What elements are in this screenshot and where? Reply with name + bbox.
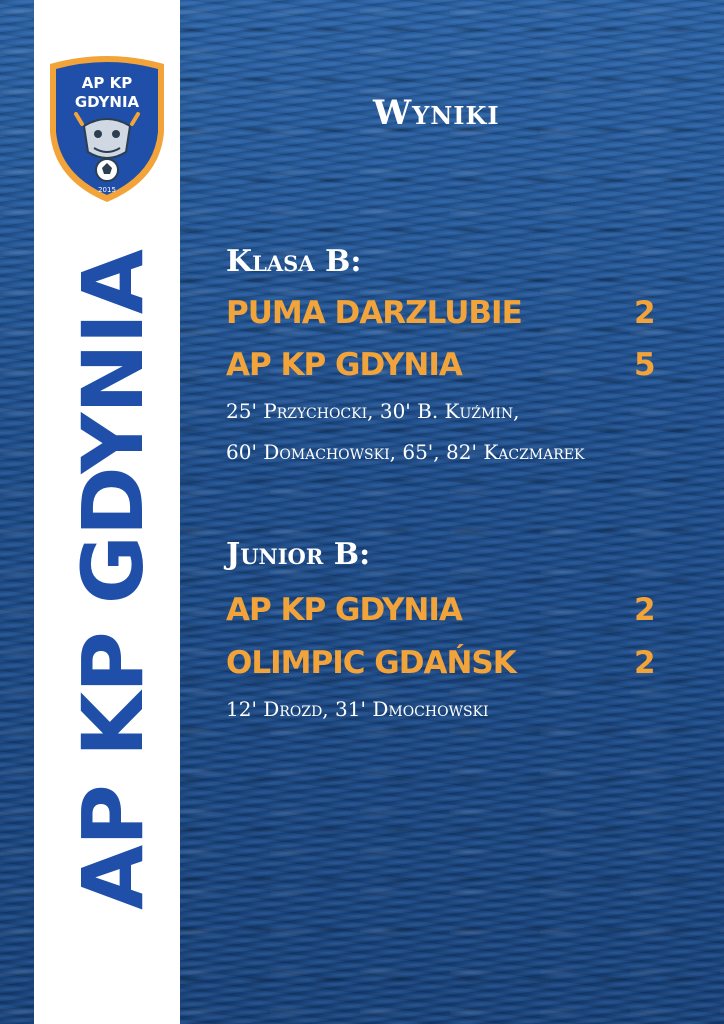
- svg-text:AP KP: AP KP: [81, 74, 133, 92]
- club-badge-logo: [46, 52, 168, 204]
- home-score: 2: [634, 295, 656, 331]
- match-category: Klasa B:: [226, 244, 362, 279]
- away-score: 2: [634, 645, 656, 681]
- away-team: OLIMPIC GDAŃSK: [226, 645, 516, 681]
- home-team: PUMA DARZLUBIE: [226, 295, 522, 331]
- away-team: AP KP GDYNIA: [226, 347, 462, 383]
- svg-text:2015: 2015: [98, 186, 116, 194]
- svg-text:GDYNIA: GDYNIA: [74, 93, 140, 111]
- scorers-line: 25' Przychocki, 30' B. Kuźmin,: [226, 399, 520, 423]
- scorers-line: 60' Domachowski, 65', 82' Kaczmarek: [226, 440, 585, 464]
- away-score: 5: [634, 347, 656, 383]
- home-score: 2: [634, 592, 656, 628]
- scorers-line: 12' Drozd, 31' Dmochowski: [226, 697, 489, 721]
- vertical-brand-text: AP KP GDYNIA: [64, 250, 162, 910]
- page-title: Wyniki: [373, 93, 500, 133]
- match-category: Junior B:: [226, 537, 371, 572]
- home-team: AP KP GDYNIA: [226, 592, 462, 628]
